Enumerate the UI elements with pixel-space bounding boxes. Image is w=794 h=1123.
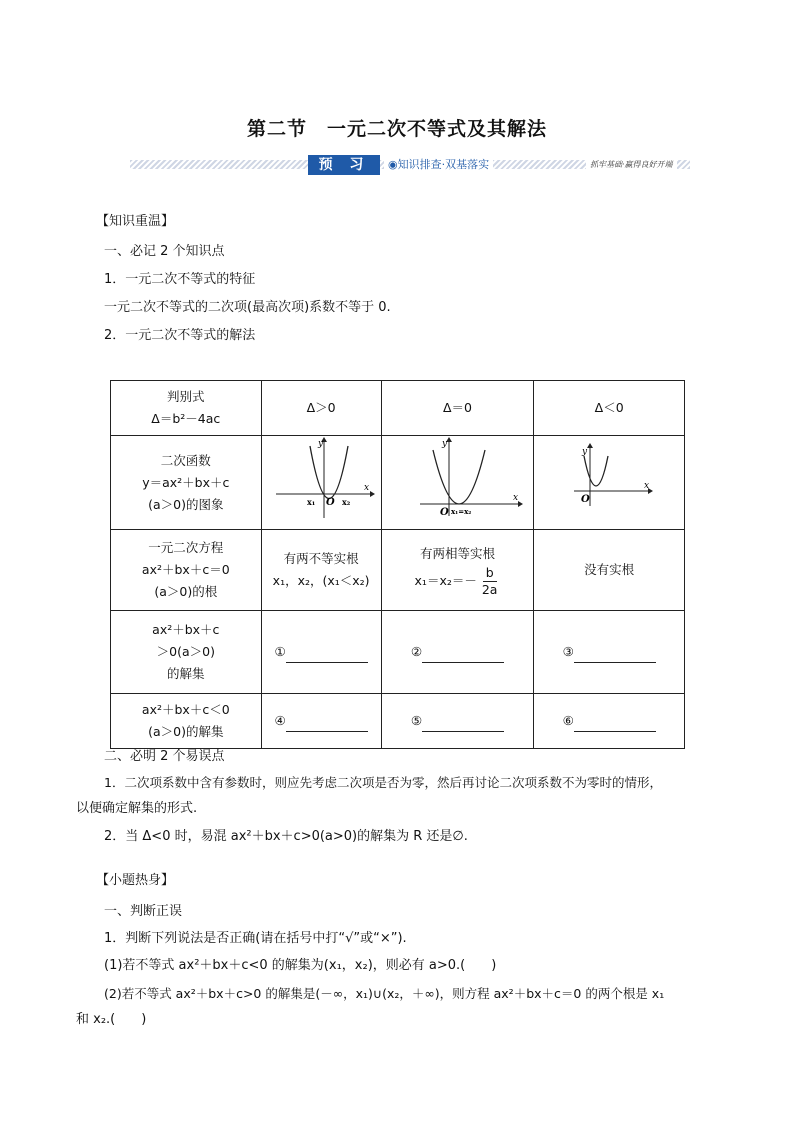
double-root-formula: x₁＝x₂＝－ b 2a — [382, 565, 534, 598]
warmup-heading: 【小题热身】 — [96, 873, 175, 888]
answer-blank[interactable]: ④ — [261, 694, 381, 749]
table-cell: Δ＜0 — [534, 381, 685, 436]
question-1-2-line1: (2)若不等式 ax²＋bx＋c>0 的解集是(－∞，x₁)∪(x₂，＋∞)，则方程 ax²＋bx＋c＝0 的两个根是 x₁ — [104, 986, 665, 1001]
answer-blank[interactable]: ② — [381, 611, 534, 694]
item1-text: 一元二次不等式的二次项(最高次项)系数不等于 0. — [104, 300, 391, 315]
inequality-solution-table — [110, 380, 685, 749]
double-root-label: x₁=x₂ — [450, 507, 471, 516]
origin-label: O — [439, 507, 449, 518]
table-row — [111, 436, 685, 530]
table-row — [111, 530, 685, 611]
table-row — [111, 611, 685, 694]
knowledge-heading: 【知识重温】 — [96, 214, 175, 229]
question-1-2-line2: 和 x₂.( ) — [76, 1012, 147, 1027]
banner-tag: 预 习 — [308, 155, 380, 175]
table-cell: 有两相等实根 x₁＝x₂＝－ b 2a — [381, 530, 534, 611]
x-axis-label: x — [512, 493, 518, 503]
table-header-cell: 判别式 Δ＝b²－4ac — [111, 381, 262, 436]
item2-title: 2．一元二次不等式的解法 — [104, 328, 256, 343]
bullet-icon: ◉ — [388, 158, 398, 171]
table-header-cell: 二次函数 y＝ax²＋bx＋c (a＞0)的图象 — [111, 436, 262, 530]
answer-blank[interactable]: ⑤ — [381, 694, 534, 749]
banner-subtitle: ◉知识排查·双基落实 — [384, 155, 493, 175]
question-1: 1．判断下列说法是否正确(请在括号中打“√”或“×”). — [104, 931, 407, 946]
pitfall-1-line2: 以便确定解集的形式. — [76, 801, 198, 816]
table-header-cell: ax²＋bx＋c ＞0(a＞0) 的解集 — [111, 611, 262, 694]
pitfall-1-line1: 1．二次项系数中含有参数时，则应先考虑二次项是否为零，然后再讨论二次项系数不为零时的情形， — [104, 775, 662, 790]
x-axis-label: x — [644, 481, 650, 491]
table-row — [111, 694, 685, 749]
root-label: x₂ — [342, 497, 351, 507]
section-banner — [130, 155, 690, 175]
origin-label: O — [581, 494, 590, 505]
fraction: b 2a — [481, 564, 498, 597]
graph-two-roots — [261, 436, 381, 530]
table-cell: Δ＝0 — [381, 381, 534, 436]
graph-no-root — [534, 436, 685, 530]
table-cell: Δ＞0 — [261, 381, 381, 436]
origin-label: O — [326, 497, 335, 508]
banner-right-text: 抓牢基础·赢得良好开端 — [586, 157, 677, 173]
item1-title: 1．一元二次不等式的特征 — [104, 272, 256, 287]
table-cell: 有两不等实根 x₁，x₂，(x₁＜x₂) — [261, 530, 381, 611]
y-axis-label: y — [582, 447, 588, 457]
y-axis-label: y — [318, 439, 324, 449]
answer-blank[interactable]: ① — [261, 611, 381, 694]
x-axis-label: x — [364, 483, 370, 493]
root-label: x₁ — [307, 497, 316, 507]
table-header-cell: 一元二次方程 ax²＋bx＋c＝0 (a＞0)的根 — [111, 530, 262, 611]
question-1-1: (1)若不等式 ax²＋bx＋c<0 的解集为(x₁，x₂)，则必有 a>0.( ) — [104, 958, 497, 973]
answer-blank[interactable]: ⑥ — [534, 694, 685, 749]
table-header-cell: ax²＋bx＋c＜0 (a＞0)的解集 — [111, 694, 262, 749]
graph-one-root — [381, 436, 534, 530]
part1-heading: 一、必记 2 个知识点 — [104, 244, 225, 259]
table-cell: 没有实根 — [534, 530, 685, 611]
pitfall-2: 2．当 Δ<0 时，易混 ax²＋bx＋c>0(a>0)的解集为 R 还是∅. — [104, 829, 468, 844]
part2-heading: 二、必明 2 个易误点 — [104, 749, 225, 764]
judge-heading: 一、判断正误 — [104, 904, 183, 919]
table-row — [111, 381, 685, 436]
page-title: 第二节 一元二次不等式及其解法 — [246, 118, 547, 140]
y-axis-label: y — [441, 439, 447, 449]
answer-blank[interactable]: ③ — [534, 611, 685, 694]
